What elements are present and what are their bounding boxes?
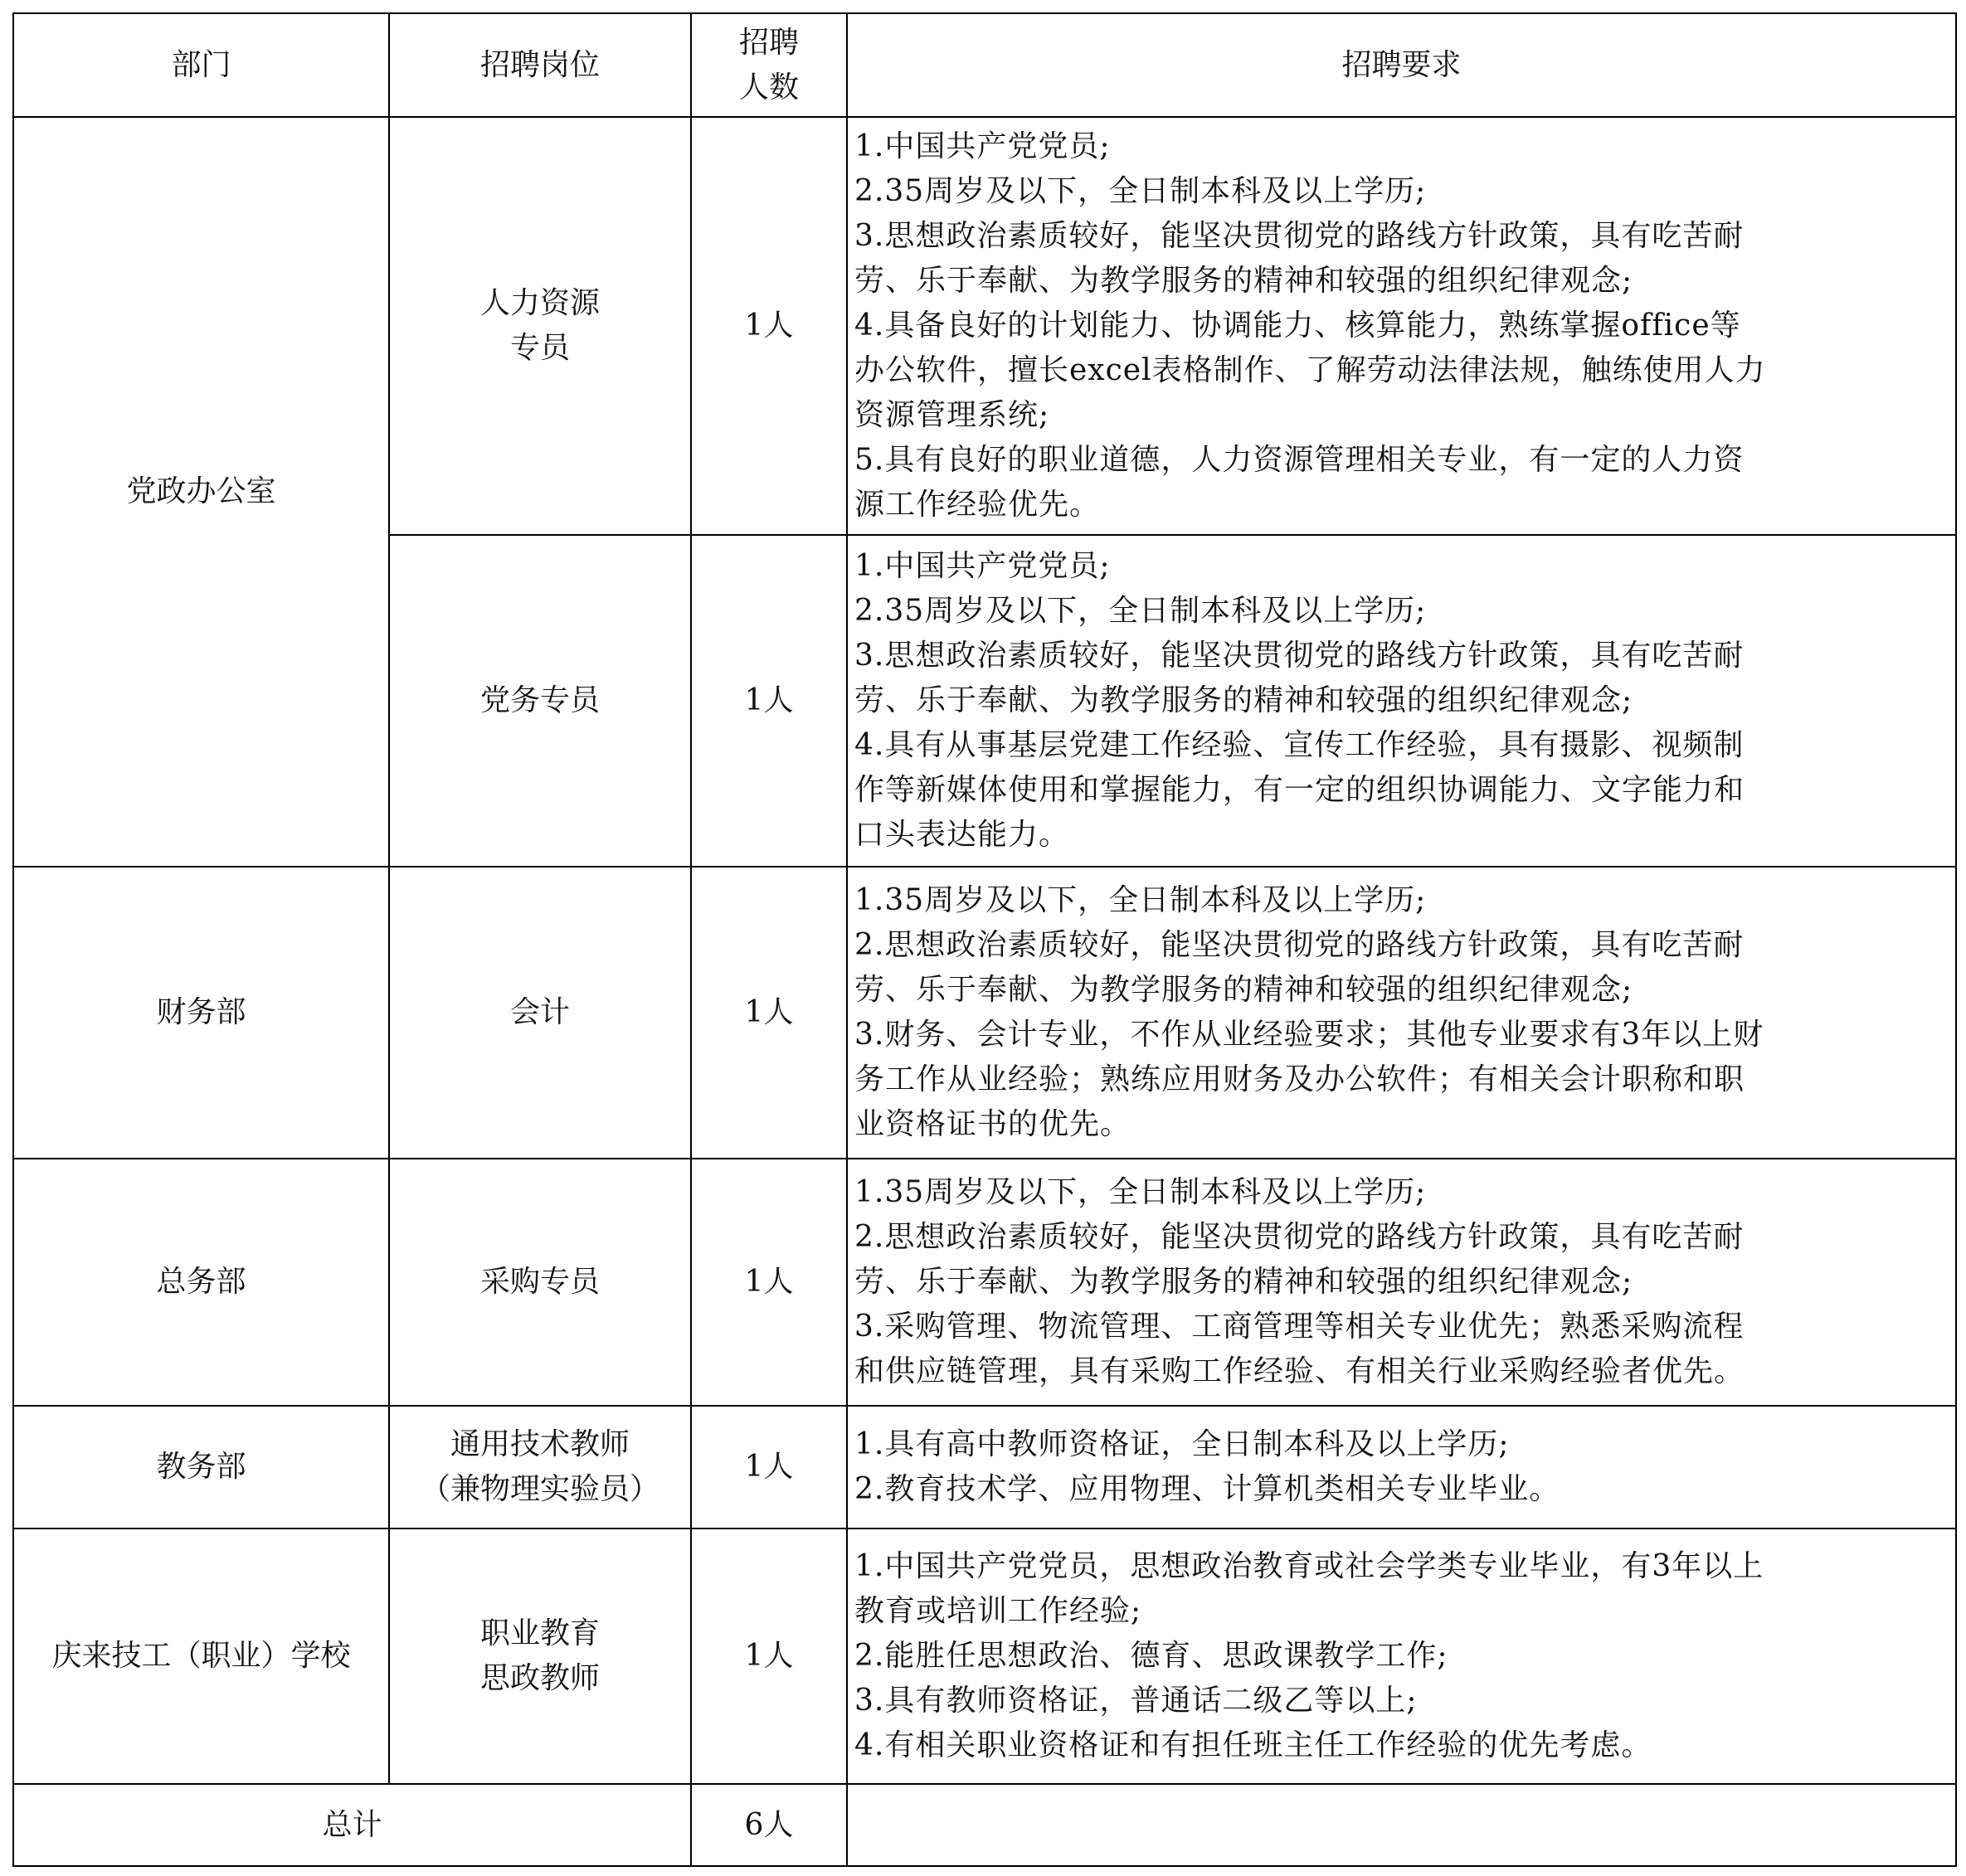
requirement-line: 1.中国共产党党员; <box>854 129 1111 163</box>
header-row <box>13 13 1956 117</box>
requirement-line: 1.35周岁及以下，全日制本科及以上学历; <box>854 883 1427 917</box>
position-line: 党务专员 <box>479 683 600 717</box>
requirements-cell <box>847 117 1956 535</box>
requirement-line: 4.有相关职业资格证和有担任班主任工作经验的优先考虑。 <box>854 1728 1652 1762</box>
total-row <box>13 1784 1956 1866</box>
requirement-line: 3.采购管理、物流管理、工商管理等相关专业优先；熟悉采购流程 <box>854 1310 1745 1344</box>
position-cell <box>389 1529 691 1784</box>
header-count-line2: 人数 <box>738 70 799 104</box>
dept-cell: 党政办公室 <box>13 117 389 867</box>
requirement-line: 3.思想政治素质较好，能坚决贯彻党的路线方针政策，具有吃苦耐 <box>854 639 1745 673</box>
position-cell <box>389 867 691 1159</box>
header-position: 招聘岗位 <box>389 13 691 117</box>
requirement-line: 劳、乐于奉献、为教学服务的精神和较强的组织纪律观念; <box>854 1265 1633 1299</box>
requirement-line: 1.中国共产党党员，思想政治教育或社会学类专业毕业，有3年以上 <box>854 1549 1764 1583</box>
position-cell <box>389 117 691 535</box>
count-cell: 1人 <box>691 867 847 1159</box>
dept-cell: 教务部 <box>13 1406 389 1529</box>
requirement-line: 2.能胜任思想政治、德育、思政课教学工作; <box>854 1639 1448 1673</box>
requirements-cell <box>847 1159 1956 1406</box>
requirement-line: 务工作从业经验；熟练应用财务及办公软件；有相关会计职称和职 <box>854 1062 1745 1096</box>
count-cell: 1人 <box>691 535 847 867</box>
count-cell: 1人 <box>691 117 847 535</box>
header-count-line1: 招聘 <box>738 25 799 60</box>
requirements-cell <box>847 867 1956 1159</box>
total-requirements <box>847 1784 1956 1866</box>
requirements-cell <box>847 535 1956 867</box>
dept-cell: 总务部 <box>13 1159 389 1406</box>
requirement-line: 劳、乐于奉献、为教学服务的精神和较强的组织纪律观念; <box>854 264 1633 298</box>
header-requirements: 招聘要求 <box>847 13 1956 117</box>
table-row <box>13 1529 1956 1784</box>
requirement-line: 源工作经验优先。 <box>854 488 1101 522</box>
position-cell <box>389 1159 691 1406</box>
position-cell <box>389 535 691 867</box>
position-line: 思政教师 <box>479 1661 600 1695</box>
requirement-line: 4.具有从事基层党建工作经验、宣传工作经验，具有摄影、视频制 <box>854 728 1745 762</box>
position-line: （兼物理实验员） <box>420 1472 659 1506</box>
total-label: 总计 <box>13 1784 691 1866</box>
dept-cell: 财务部 <box>13 867 389 1159</box>
requirement-line: 办公软件，擅长excel表格制作、了解劳动法律法规，触练使用人力 <box>854 353 1766 387</box>
header-dept: 部门 <box>13 13 389 117</box>
requirement-line: 2.思想政治素质较好，能坚决贯彻党的路线方针政策，具有吃苦耐 <box>854 928 1745 962</box>
header-count <box>691 13 847 117</box>
position-cell <box>389 1406 691 1529</box>
table-row <box>13 117 1956 535</box>
position-line: 会计 <box>509 995 570 1029</box>
requirements-cell <box>847 1529 1956 1784</box>
requirement-line: 2.教育技术学、应用物理、计算机类相关专业毕业。 <box>854 1472 1560 1506</box>
count-cell: 1人 <box>691 1159 847 1406</box>
requirement-line: 1.具有高中教师资格证，全日制本科及以上学历; <box>854 1427 1510 1461</box>
position-line: 通用技术教师 <box>450 1427 630 1461</box>
requirement-line: 和供应链管理，具有采购工作经验、有相关行业采购经验者优先。 <box>854 1354 1745 1388</box>
requirement-line: 劳、乐于奉献、为教学服务的精神和较强的组织纪律观念; <box>854 683 1633 717</box>
position-line: 采购专员 <box>479 1265 600 1299</box>
table-row <box>13 1406 1956 1529</box>
count-cell: 1人 <box>691 1529 847 1784</box>
total-count: 6人 <box>691 1784 847 1866</box>
requirement-line: 2.35周岁及以下，全日制本科及以上学历; <box>854 594 1427 628</box>
table-row <box>13 867 1956 1159</box>
recruitment-table <box>12 12 1957 1867</box>
dept-cell: 庆来技工（职业）学校 <box>13 1529 389 1784</box>
requirement-line: 2.35周岁及以下，全日制本科及以上学历; <box>854 174 1427 208</box>
requirement-line: 1.35周岁及以下，全日制本科及以上学历; <box>854 1175 1427 1209</box>
requirement-line: 5.具有良好的职业道德，人力资源管理相关专业，有一定的人力资 <box>854 443 1745 477</box>
requirements-cell <box>847 1406 1956 1529</box>
requirement-line: 3.具有教师资格证，普通话二级乙等以上; <box>854 1684 1418 1718</box>
position-line: 专员 <box>509 331 570 365</box>
requirement-line: 资源管理系统; <box>854 398 1050 432</box>
count-cell: 1人 <box>691 1406 847 1529</box>
requirement-line: 3.思想政治素质较好，能坚决贯彻党的路线方针政策，具有吃苦耐 <box>854 219 1745 253</box>
requirement-line: 业资格证书的优先。 <box>854 1107 1131 1141</box>
requirement-line: 1.中国共产党党员; <box>854 549 1111 583</box>
requirement-line: 劳、乐于奉献、为教学服务的精神和较强的组织纪律观念; <box>854 973 1633 1007</box>
requirement-line: 教育或培训工作经验; <box>854 1594 1142 1628</box>
requirement-line: 2.思想政治素质较好，能坚决贯彻党的路线方针政策，具有吃苦耐 <box>854 1220 1745 1254</box>
position-line: 职业教育 <box>479 1616 600 1650</box>
requirement-line: 作等新媒体使用和掌握能力，有一定的组织协调能力、文字能力和 <box>854 773 1745 807</box>
table-row <box>13 1159 1956 1406</box>
requirement-line: 4.具备良好的计划能力、协调能力、核算能力，熟练掌握office等 <box>854 309 1741 343</box>
position-line: 人力资源 <box>479 286 600 320</box>
requirement-line: 口头表达能力。 <box>854 818 1070 852</box>
requirement-line: 3.财务、会计专业，不作从业经验要求；其他专业要求有3年以上财 <box>854 1018 1764 1052</box>
